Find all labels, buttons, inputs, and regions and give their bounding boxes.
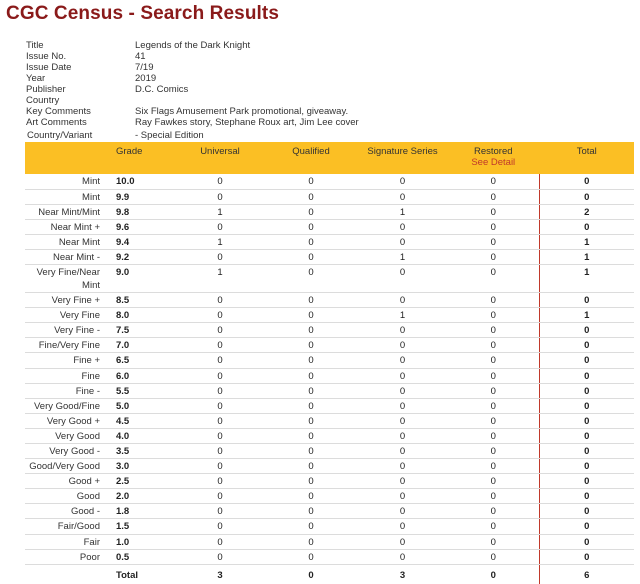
- comic-details: [26, 40, 626, 128]
- qualified-count: 0: [265, 234, 357, 249]
- signature-count: 0: [357, 549, 448, 564]
- restored-count: 0: [448, 293, 539, 308]
- signature-count: 0: [357, 398, 448, 413]
- restored-count: 0: [448, 413, 539, 428]
- total-count: 0: [539, 219, 634, 234]
- restored-count: 0: [448, 338, 539, 353]
- header-grade-name: [25, 142, 114, 174]
- universal-count: 0: [175, 534, 265, 549]
- grade-name: Fair/Good: [25, 519, 114, 534]
- signature-count: 1: [357, 204, 448, 219]
- restored-count: 0: [448, 398, 539, 413]
- detail-row-country-variant: [27, 130, 627, 142]
- detail-value: - Special Edition: [135, 130, 204, 141]
- table-row: [25, 383, 634, 398]
- restored-count: 0: [448, 383, 539, 398]
- detail-label: Country/Variant: [27, 130, 93, 141]
- restored-count: 0: [448, 444, 539, 459]
- universal-count: 1: [175, 234, 265, 249]
- detail-row-title: [26, 40, 626, 51]
- grade-value: 4.5: [114, 413, 175, 428]
- universal-count: 0: [175, 413, 265, 428]
- page-title: CGC Census - Search Results: [6, 3, 280, 24]
- universal-count: 0: [175, 353, 265, 368]
- restored-count: 0: [448, 249, 539, 264]
- restored-count: 0: [448, 353, 539, 368]
- universal-count: 0: [175, 323, 265, 338]
- grade-value: 3.5: [114, 444, 175, 459]
- qualified-count: 0: [265, 489, 357, 504]
- universal-count: 0: [175, 308, 265, 323]
- table-row: [25, 398, 634, 413]
- table-row: [25, 338, 634, 353]
- table-row: [25, 519, 634, 534]
- universal-count: 0: [175, 489, 265, 504]
- totals-row: [25, 564, 634, 584]
- signature-count: 0: [357, 265, 448, 293]
- grade-name: Very Good: [25, 428, 114, 443]
- total-count: 0: [539, 489, 634, 504]
- grade-name: Mint: [25, 189, 114, 204]
- grade-value: 9.8: [114, 204, 175, 219]
- signature-count: 0: [357, 219, 448, 234]
- header-restored: [448, 142, 539, 174]
- universal-count: 0: [175, 549, 265, 564]
- grade-value: 1.5: [114, 519, 175, 534]
- total-count: 1: [539, 308, 634, 323]
- qualified-count: 0: [265, 504, 357, 519]
- grade-value: 6.5: [114, 353, 175, 368]
- total-signature: 3: [357, 564, 448, 584]
- universal-count: 0: [175, 504, 265, 519]
- universal-count: 0: [175, 189, 265, 204]
- grade-value: 1.0: [114, 534, 175, 549]
- qualified-count: 0: [265, 308, 357, 323]
- restored-count: 0: [448, 204, 539, 219]
- qualified-count: 0: [265, 338, 357, 353]
- total-count: 0: [539, 459, 634, 474]
- universal-count: 0: [175, 293, 265, 308]
- detail-label: Art Comments: [26, 117, 87, 128]
- grade-value: 7.0: [114, 338, 175, 353]
- universal-count: 0: [175, 219, 265, 234]
- signature-count: 1: [357, 249, 448, 264]
- total-count: 0: [539, 174, 634, 189]
- table-row: [25, 353, 634, 368]
- header-signature-series: Signature Series: [357, 142, 448, 174]
- grade-name: Good/Very Good: [25, 459, 114, 474]
- grade-name: Fine +: [25, 353, 114, 368]
- table-row: [25, 308, 634, 323]
- signature-count: 0: [357, 323, 448, 338]
- total-count: 0: [539, 189, 634, 204]
- universal-count: 0: [175, 174, 265, 189]
- restored-count: 0: [448, 489, 539, 504]
- table-row: [25, 323, 634, 338]
- grade-value: 9.9: [114, 189, 175, 204]
- detail-label: Issue No.: [26, 51, 67, 62]
- totals-label: Total: [114, 564, 175, 584]
- table-row: [25, 204, 634, 219]
- universal-count: 0: [175, 368, 265, 383]
- grade-name: Good +: [25, 474, 114, 489]
- signature-count: 0: [357, 353, 448, 368]
- signature-count: 0: [357, 504, 448, 519]
- header-restored-label: Restored: [473, 146, 513, 157]
- totals-spacer: [25, 564, 114, 584]
- table-row: [25, 189, 634, 204]
- restored-count: 0: [448, 323, 539, 338]
- signature-count: 0: [357, 174, 448, 189]
- table-row: [25, 459, 634, 474]
- universal-count: 1: [175, 204, 265, 219]
- qualified-count: 0: [265, 204, 357, 219]
- restored-count: 0: [448, 474, 539, 489]
- total-count: 0: [539, 534, 634, 549]
- table-row: [25, 474, 634, 489]
- grade-value: 1.8: [114, 504, 175, 519]
- qualified-count: 0: [265, 189, 357, 204]
- census-table: [25, 142, 634, 584]
- detail-value: D.C. Comics: [135, 84, 189, 95]
- grade-value: 4.0: [114, 428, 175, 443]
- grade-name: Fine -: [25, 383, 114, 398]
- table-row: [25, 444, 634, 459]
- grade-value: 9.4: [114, 234, 175, 249]
- total-count: 2: [539, 204, 634, 219]
- grade-name: Very Fine -: [25, 323, 114, 338]
- restored-count: 0: [448, 519, 539, 534]
- grade-value: 10.0: [114, 174, 175, 189]
- qualified-count: 0: [265, 368, 357, 383]
- grade-name: Fair: [25, 534, 114, 549]
- header-grade: Grade: [114, 142, 175, 174]
- signature-count: 0: [357, 489, 448, 504]
- table-row: [25, 534, 634, 549]
- table-row: [25, 234, 634, 249]
- signature-count: 1: [357, 308, 448, 323]
- table-row: [25, 549, 634, 564]
- total-count: 0: [539, 293, 634, 308]
- signature-count: 0: [357, 534, 448, 549]
- grade-name: Good -: [25, 504, 114, 519]
- restored-count: 0: [448, 428, 539, 443]
- restored-count: 0: [448, 265, 539, 293]
- detail-label: Year: [26, 73, 46, 84]
- qualified-count: 0: [265, 474, 357, 489]
- table-row: [25, 368, 634, 383]
- total-count: 0: [539, 338, 634, 353]
- see-detail-link[interactable]: See Detail: [471, 157, 516, 168]
- qualified-count: 0: [265, 534, 357, 549]
- detail-value: Six Flags Amusement Park promotional, giveaway.: [135, 106, 349, 117]
- detail-label: Issue Date: [26, 62, 72, 73]
- grade-value: 5.5: [114, 383, 175, 398]
- detail-label: Key Comments: [26, 106, 91, 117]
- grade-value: 9.2: [114, 249, 175, 264]
- restored-count: 0: [448, 234, 539, 249]
- universal-count: 0: [175, 249, 265, 264]
- qualified-count: 0: [265, 549, 357, 564]
- total-qualified: 0: [265, 564, 357, 584]
- total-total: 6: [539, 564, 634, 584]
- total-count: 1: [539, 265, 634, 293]
- qualified-count: 0: [265, 398, 357, 413]
- table-row: [25, 413, 634, 428]
- grade-value: 0.5: [114, 549, 175, 564]
- total-count: 0: [539, 444, 634, 459]
- grade-name: Very Good -: [25, 444, 114, 459]
- signature-count: 0: [357, 293, 448, 308]
- detail-label: Title: [26, 40, 44, 51]
- universal-count: 1: [175, 265, 265, 293]
- total-universal: 3: [175, 564, 265, 584]
- qualified-count: 0: [265, 293, 357, 308]
- qualified-count: 0: [265, 519, 357, 534]
- detail-row-issue-date: [26, 62, 626, 73]
- qualified-count: 0: [265, 353, 357, 368]
- detail-row-issue-no: [26, 51, 626, 62]
- signature-count: 0: [357, 459, 448, 474]
- grade-name: Very Fine: [25, 308, 114, 323]
- signature-count: 0: [357, 413, 448, 428]
- grade-value: 3.0: [114, 459, 175, 474]
- detail-value: Legends of the Dark Knight: [135, 40, 251, 51]
- signature-count: 0: [357, 474, 448, 489]
- header-universal: Universal: [175, 142, 265, 174]
- grade-value: 2.5: [114, 474, 175, 489]
- grade-value: 5.0: [114, 398, 175, 413]
- grade-value: 7.5: [114, 323, 175, 338]
- grade-value: 8.5: [114, 293, 175, 308]
- total-count: 0: [539, 323, 634, 338]
- qualified-count: 0: [265, 219, 357, 234]
- table-header-row: [25, 142, 634, 174]
- grade-name: Near Mint: [25, 234, 114, 249]
- total-count: 0: [539, 413, 634, 428]
- grade-name: Very Good +: [25, 413, 114, 428]
- grade-name: Very Good/Fine: [25, 398, 114, 413]
- grade-value: 2.0: [114, 489, 175, 504]
- signature-count: 0: [357, 189, 448, 204]
- universal-count: 0: [175, 459, 265, 474]
- signature-count: 0: [357, 519, 448, 534]
- universal-count: 0: [175, 444, 265, 459]
- restored-count: 0: [448, 189, 539, 204]
- grade-value: 9.6: [114, 219, 175, 234]
- qualified-count: 0: [265, 413, 357, 428]
- grade-name: Fine: [25, 368, 114, 383]
- signature-count: 0: [357, 428, 448, 443]
- detail-value: Ray Fawkes story, Stephane Roux art, Jim Lee cover: [135, 117, 359, 128]
- grade-name: Very Fine/Near Mint: [25, 265, 114, 293]
- detail-row-country: [26, 95, 626, 106]
- restored-count: 0: [448, 549, 539, 564]
- total-count: 0: [539, 504, 634, 519]
- total-count: 0: [539, 428, 634, 443]
- table-row: [25, 489, 634, 504]
- universal-count: 0: [175, 398, 265, 413]
- qualified-count: 0: [265, 249, 357, 264]
- universal-count: 0: [175, 474, 265, 489]
- grade-name: Fine/Very Fine: [25, 338, 114, 353]
- restored-count: 0: [448, 534, 539, 549]
- signature-count: 0: [357, 444, 448, 459]
- table-row: [25, 504, 634, 519]
- total-count: 1: [539, 249, 634, 264]
- table-row: [25, 293, 634, 308]
- universal-count: 0: [175, 383, 265, 398]
- qualified-count: 0: [265, 323, 357, 338]
- total-restored: 0: [448, 564, 539, 584]
- qualified-count: 0: [265, 444, 357, 459]
- grade-name: Poor: [25, 549, 114, 564]
- detail-row-key-comments: [26, 106, 626, 117]
- table-row: [25, 219, 634, 234]
- universal-count: 0: [175, 428, 265, 443]
- total-count: 1: [539, 234, 634, 249]
- table-row: [25, 249, 634, 264]
- qualified-count: 0: [265, 459, 357, 474]
- total-count: 0: [539, 383, 634, 398]
- table-row: [25, 428, 634, 443]
- detail-label: Publisher: [26, 84, 66, 95]
- total-count: 0: [539, 474, 634, 489]
- detail-row-publisher: [26, 84, 626, 95]
- header-qualified: Qualified: [265, 142, 357, 174]
- signature-count: 0: [357, 338, 448, 353]
- total-count: 0: [539, 368, 634, 383]
- grade-value: 8.0: [114, 308, 175, 323]
- total-count: 0: [539, 519, 634, 534]
- detail-value: 7/19: [135, 62, 154, 73]
- restored-count: 0: [448, 459, 539, 474]
- detail-label: Country: [26, 95, 60, 106]
- total-count: 0: [539, 398, 634, 413]
- detail-row-art-comments: [26, 117, 626, 128]
- qualified-count: 0: [265, 265, 357, 293]
- table-row: [25, 174, 634, 189]
- grade-name: Near Mint -: [25, 249, 114, 264]
- header-total: Total: [539, 142, 634, 174]
- census-body: [25, 174, 634, 564]
- restored-count: 0: [448, 308, 539, 323]
- signature-count: 0: [357, 234, 448, 249]
- table-row: [25, 265, 634, 293]
- signature-count: 0: [357, 368, 448, 383]
- qualified-count: 0: [265, 174, 357, 189]
- total-count: 0: [539, 353, 634, 368]
- total-count: 0: [539, 549, 634, 564]
- qualified-count: 0: [265, 383, 357, 398]
- grade-value: 9.0: [114, 265, 175, 293]
- grade-name: Good: [25, 489, 114, 504]
- detail-value: 2019: [135, 73, 157, 84]
- grade-name: Near Mint/Mint: [25, 204, 114, 219]
- grade-name: Mint: [25, 174, 114, 189]
- universal-count: 0: [175, 519, 265, 534]
- grade-name: Very Fine +: [25, 293, 114, 308]
- universal-count: 0: [175, 338, 265, 353]
- restored-count: 0: [448, 219, 539, 234]
- detail-value: 41: [135, 51, 146, 62]
- grade-value: 6.0: [114, 368, 175, 383]
- restored-count: 0: [448, 174, 539, 189]
- qualified-count: 0: [265, 428, 357, 443]
- detail-row-year: [26, 73, 626, 84]
- signature-count: 0: [357, 383, 448, 398]
- restored-count: 0: [448, 504, 539, 519]
- grade-name: Near Mint +: [25, 219, 114, 234]
- restored-count: 0: [448, 368, 539, 383]
